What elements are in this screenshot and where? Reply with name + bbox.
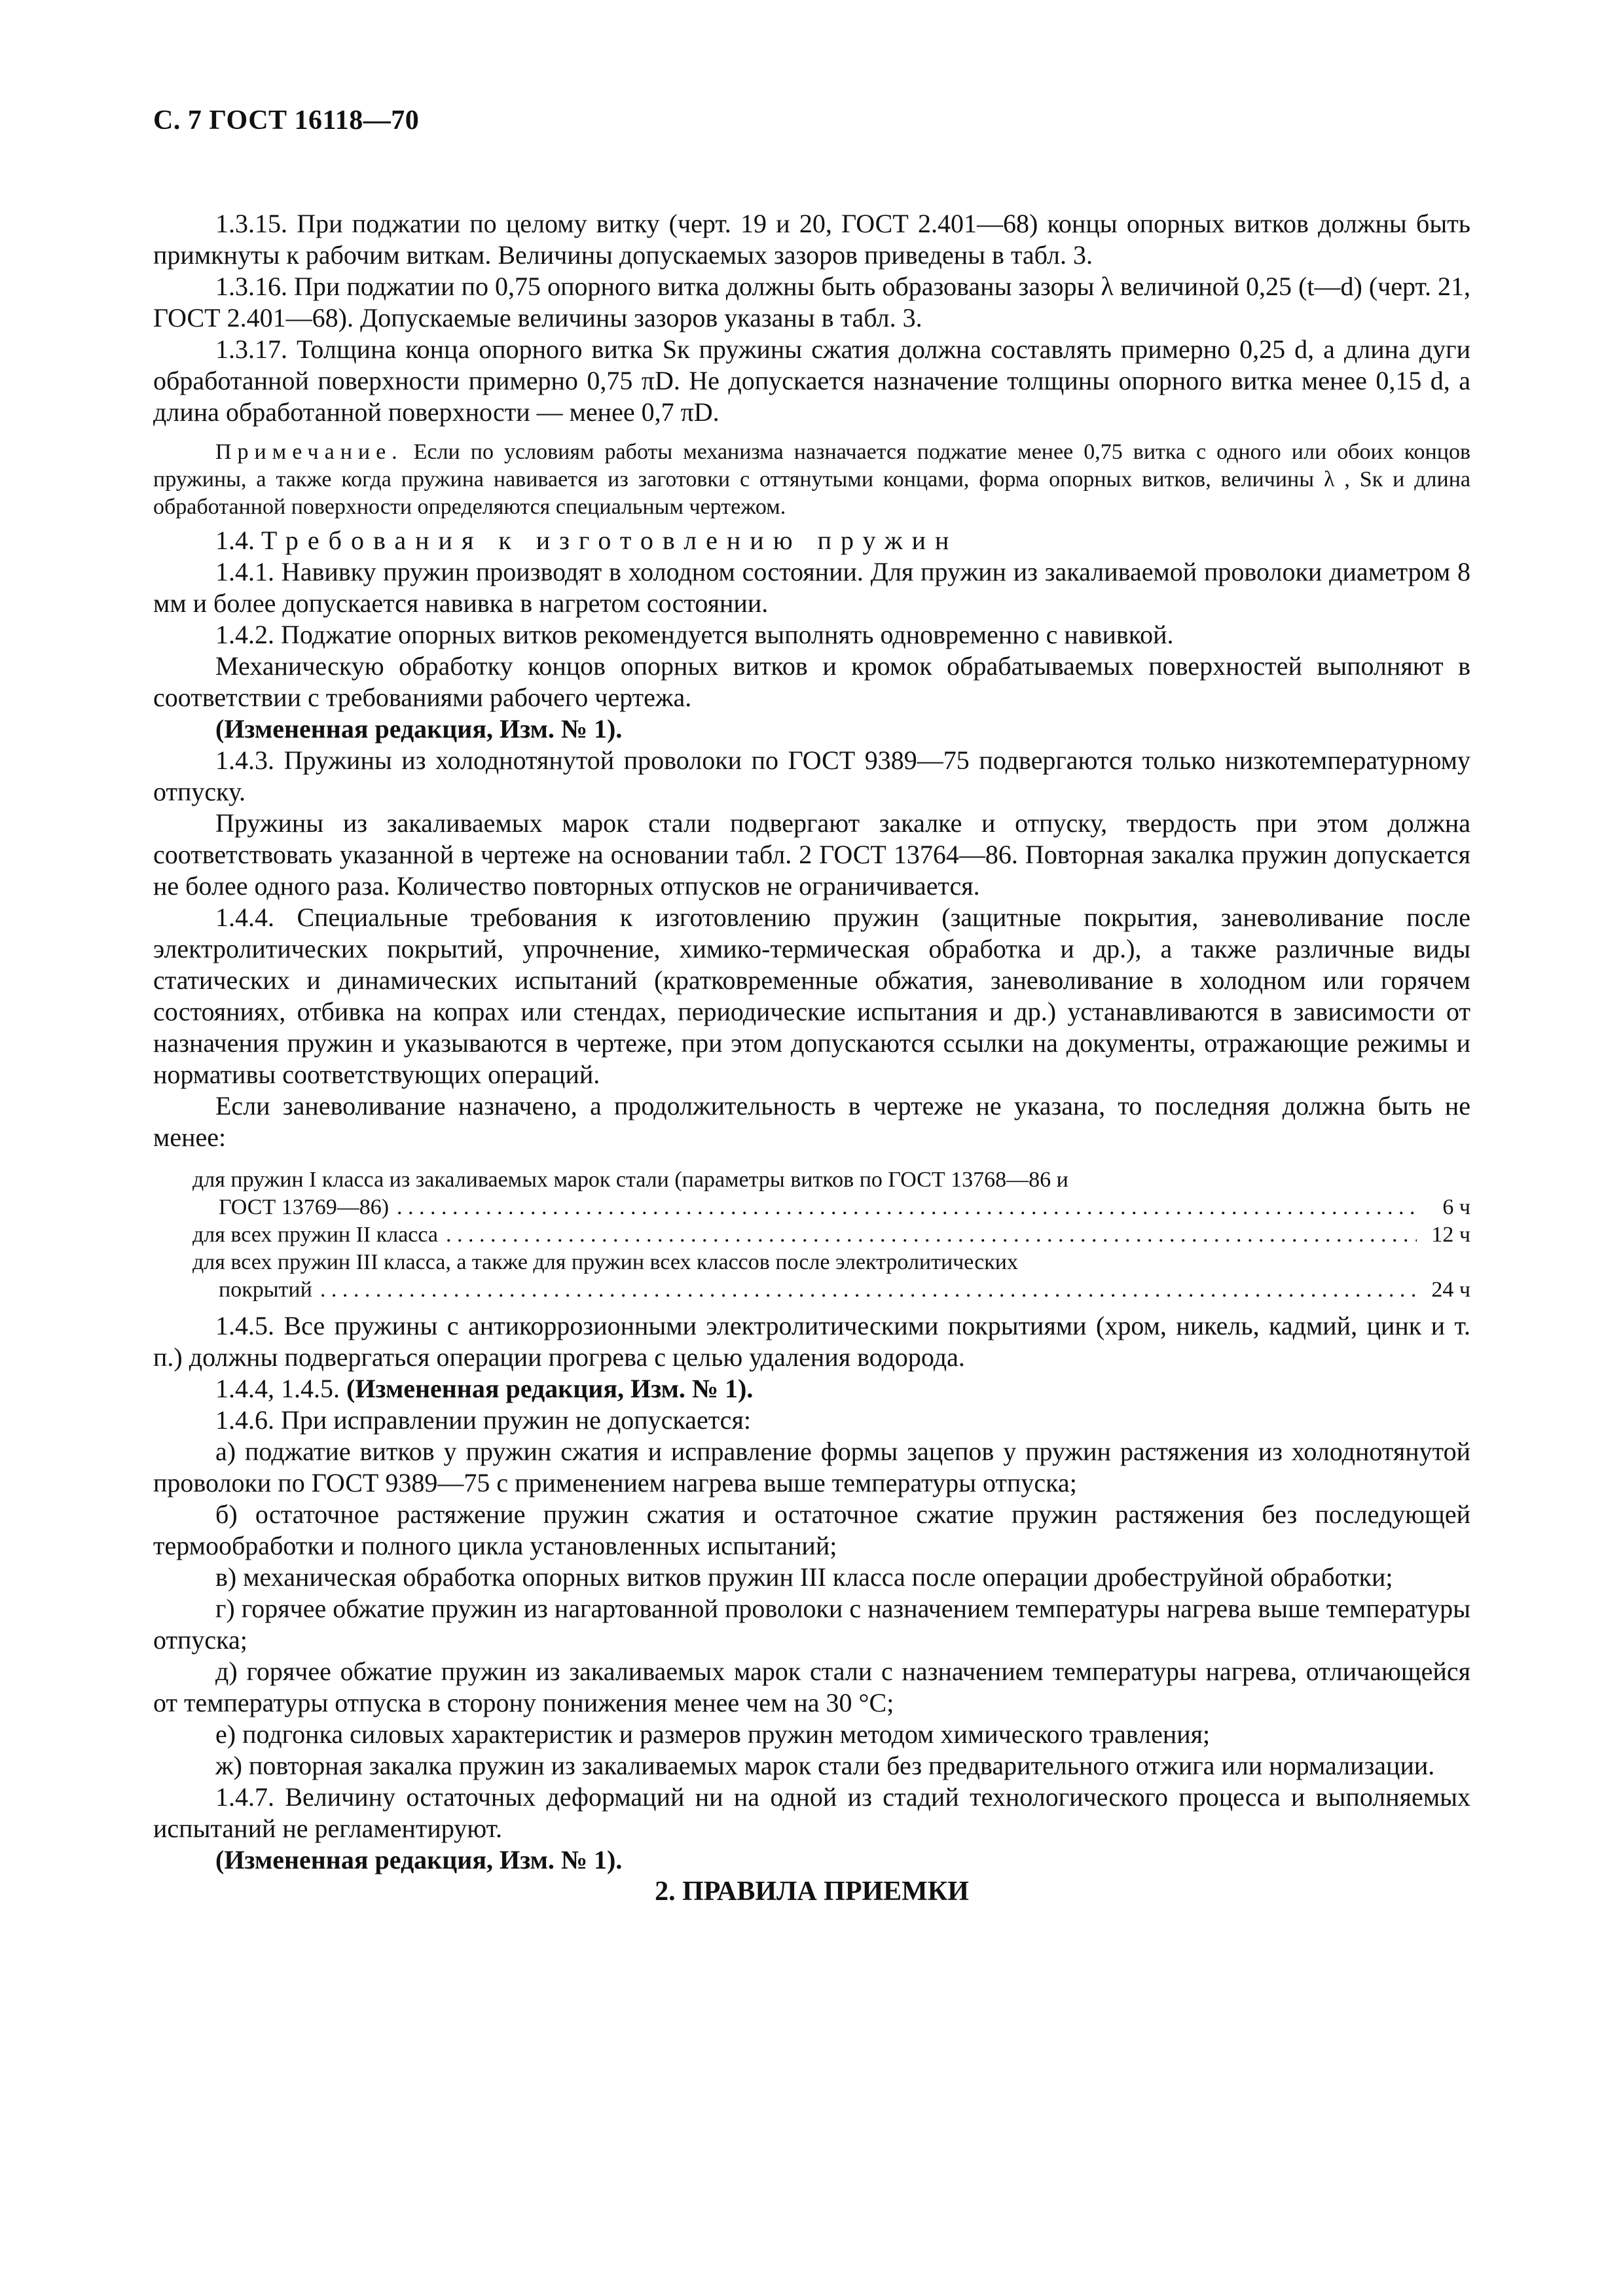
list-item-e: е) подгонка силовых характеристик и размеров пружин методом химического травления;: [215, 1719, 1211, 1749]
section-2-title: 2. ПРАВИЛА ПРИЕМКИ: [655, 1876, 969, 1907]
paragraph-1-4-4: 1.4.4. Специальные требования к изготовлению пружин (защитные покрытия, заневоливание после электролитических покрытий, упрочнение, химико-термическая обработка и др.), а также различные виды статических и динамических испытаний (кратковременные обжатия, заневоливание в холодном или горячем состояниях, отбивка на копрах или стендах, периодические испытания и др.) устанавливаются в зависимости от назначения пружин и указываются в чертеже, при этом допускаются ссылки на документы, отражающие режимы и нормативы соответствующих операций.: [153, 903, 1470, 1089]
leader-dots: [397, 1194, 1417, 1221]
amendment-note: (Измененная редакция, Изм. № 1).: [215, 714, 623, 744]
list-item-b: б) остаточное растяжение пружин сжатия и остаточное сжатие пружин растяжения без последующей термообработки и полного цикла установленных испытаний;: [153, 1499, 1470, 1560]
duration-label-cont: покрытий: [219, 1278, 312, 1302]
paragraph-1-3-15: 1.3.15. При поджатии по целому витку (черт. 19 и 20, ГОСТ 2.401—68) концы опорных витков должны быть примкнуты к рабочим виткам. Величины допускаемых зазоров приведены в табл. 3.: [153, 209, 1470, 270]
paragraph-1-4-3-cont: Пружины из закаливаемых марок стали подвергают закалке и отпуску, твердость при этом должна соответствовать указанной в чертеже на основании табл. 2 ГОСТ 13764—86. Повторная закалка пружин допускается не более одного раза. Количество повторных отпусков не ограничивается.: [153, 808, 1470, 901]
leader-dots: [446, 1221, 1417, 1249]
section-1-4-heading: [153, 525, 1470, 556]
paragraph-1-4-3: 1.4.3. Пружины из холоднотянутой проволоки по ГОСТ 9389—75 подвергаются только низкотемпературному отпуску.: [153, 745, 1470, 806]
duration-label: для пружин I класса из закаливаемых марок стали (параметры витков по ГОСТ 13768—86 и: [192, 1168, 1068, 1192]
paragraph-1-3-16: 1.3.16. При поджатии по 0,75 опорного витка должны быть образованы зазоры λ величиной 0,25 (t—d) (черт. 21, ГОСТ 2.401—68). Допускаемые величины зазоров указаны в табл. 3.: [153, 272, 1470, 332]
duration-label: для всех пружин II класса: [192, 1223, 438, 1247]
paragraph-1-4-2: 1.4.2. Поджатие опорных витков рекомендуется выполнять одновременно с навивкой.: [215, 620, 1174, 649]
list-item-v: в) механическая обработка опорных витков пружин III класса после операции дробеструйной обработки;: [215, 1562, 1393, 1592]
page-header: С. 7 ГОСТ 16118—70: [153, 105, 420, 135]
list-item-zh: ж) повторная закалка пружин из закаливаемых марок стали без предварительного отжига или нормализации.: [215, 1751, 1435, 1780]
section-1-4-title: Требования к изготовлению пружин: [261, 526, 958, 555]
section-1-4-number: 1.4.: [215, 526, 255, 555]
list-item-d: д) горячее обжатие пружин из закаливаемых марок стали с назначением температуры нагрева, отличающейся от температуры отпуска в сторону понижения менее чем на 30 °С;: [153, 1657, 1470, 1717]
duration-label-cont: ГОСТ 13769—86): [219, 1195, 390, 1219]
note-text: Если по условиям работы механизма назначается поджатие менее 0,75 витка с одного или обоих концов пружины, а также когда пружина навивается из заготовки с оттянутыми концами, форма опорных витков, величины λ , Sк и длина обработанной поверхности определяются специальным чертежом.: [153, 440, 1470, 519]
duration-value: 12 ч: [1431, 1223, 1470, 1247]
duration-item: [192, 1166, 1470, 1221]
amendment-text: (Измененная редакция, Изм. № 1).: [346, 1374, 754, 1403]
amendment-note-3: (Измененная редакция, Изм. № 1).: [215, 1845, 623, 1874]
duration-item: [192, 1221, 1470, 1249]
duration-list: [192, 1166, 1470, 1304]
paragraph-1-4-5: 1.4.5. Все пружины с антикоррозионными электролитическими покрытиями (хром, никель, кадмий, цинк и т. п.) должны подвергаться операции прогрева с целью удаления водорода.: [153, 1311, 1470, 1372]
duration-label: для всех пружин III класса, а также для пружин всех классов после электролитических: [192, 1250, 1019, 1274]
note-label: Примечание.: [215, 440, 403, 464]
note: [153, 439, 1470, 521]
paragraph-1-4-4-cont: Если заневоливание назначено, а продолжительность в чертеже не указана, то последняя должна быть не менее:: [153, 1091, 1470, 1152]
paragraph-1-4-7: 1.4.7. Величину остаточных деформаций ни на одной из стадий технологического процесса и выполняемых испытаний не регламентируют.: [153, 1782, 1470, 1843]
paragraph-1-4-1: 1.4.1. Навивку пружин производят в холодном состоянии. Для пружин из закаливаемой проволоки диаметром 8 мм и более допускается навивка в нагретом состоянии.: [153, 557, 1470, 618]
paragraph-1-4-2-cont: Механическую обработку концов опорных витков и кромок обрабатываемых поверхностей выполняют в соответствии с требованиями рабочего чертежа.: [153, 651, 1470, 712]
list-item-g: г) горячее обжатие пружин из нагартованной проволоки с назначением температуры нагрева выше температуры отпуска;: [153, 1594, 1470, 1655]
duration-item: [192, 1249, 1470, 1304]
paragraph-1-4-6: 1.4.6. При исправлении пружин не допускается:: [215, 1405, 751, 1435]
list-item-a: а) поджатие витков у пружин сжатия и исправление формы зацепов у пружин растяжения из холоднотянутой проволоки по ГОСТ 9389—75 с применением нагрева выше температуры отпуска;: [153, 1437, 1470, 1498]
amendment-note-2: [153, 1373, 1470, 1405]
duration-value: 24 ч: [1431, 1278, 1470, 1302]
leader-dots: [320, 1276, 1417, 1304]
amendment-ref: 1.4.4, 1.4.5.: [215, 1374, 340, 1403]
paragraph-1-3-17: 1.3.17. Толщина конца опорного витка Sк пружины сжатия должна составлять примерно 0,25 d, а длина дуги обработанной поверхности примерно 0,75 πD. Не допускается назначение толщины опорного витка менее 0,15 d, а длина обработанной поверхности — менее 0,7 πD.: [153, 334, 1470, 427]
document-body: [153, 208, 1470, 1907]
duration-value: 6 ч: [1442, 1195, 1470, 1219]
